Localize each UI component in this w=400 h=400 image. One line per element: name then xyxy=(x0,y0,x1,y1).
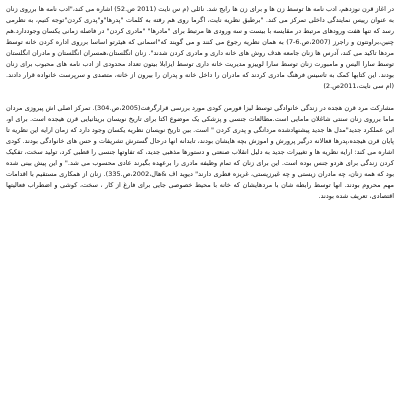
paragraph-2: مشارکت مرد قرن هجده در زندگی خانوادگی توسط لیزا فورمن کودی مورد بررسی قرارگرفت(2005،ص.304). تمرکز اصلی اش پیروزی مردان ماما برروی زنان سنتی شاغلان مامایی است.مطالعات جنسی و پزشکی یک موضوع اکتا برای تاریخ نویسان بریتانیایی قرن هیجده است. برای او، این عملکرد جدید"مدل ها جدید پیشنهادشده مردانگی و پدری کردن " است. بین تاریخ نویسان نظریه یکسان وجود دارد که زمان ارایه این نظریه تا پایان قرن هیجده،پدرها فعالانه درگیر پرورش و اموزش بچه هایشان بودند، تابدانه انها درحال گسترش تشریفات و حس های خانوادگی بودند. کودی اشاره می کند: ارایه نظریه ها و تغییرات جدید به دلیل انقلاب صنعتی و دستورها مذهبی جدید، که تفاوتها جنسی را قطبی کرد، تولید سخت، تفکیک کردن زندگی برای هردو جنس بوده است. این برای زنان که تمام وظیفه مادری را برعهده بگیرند عادی محسوب می شد." و این پیش بینی شده بود که همه زنان، چه مادران زیستی و چه غیرزیستی، غریزه فطری دارند" دیوید اف &هال،2002،ص.335). زنان از همکاری مستقیم با اقدامات مهم محروم بودند. انها توسط رابطه شان با مردهایشان که خانه با محیط خصوصی جایی برای فارغ از کار ، سخت، کوشی و اضطراب فعالیتها اقتصادی، تعریف شده بودند. xyxy=(6,104,395,200)
document-body xyxy=(6,4,394,202)
paragraph-1: در اغاز قرن نوزدهم، ادب نامه ها توسط زن ها و برای زن ها رایج شد. نائلی (م س نایت (2011 ص.52) اشاره می کند،"ادب نامه ها برروی زنان به عنوان رییس نمایندگی داخلی تمرکز می کند. "برطبق نظریه نایت، اگرما روی هم رفته به کلمات "پدرها"و"پدری کردن"توجه کنیم، به نظرمی رسد که تنها هفت ورودهای مرتبط در مقایسه با بیست و سه ورودی ها مرتبط برای "مادرها" "مادری کردن" در فاصله زمانی یکسان وجوددارد.هم چنین،براونتون و راجرز (2007،ص.6-7) به همان نظریه رجوع می کنند و می گویند که"اسمانی که هیئرتو اساسا برروی اداره کردن خانه توسط مردها تاکید می کند، آدرس ها زنان جامعه هدف روش های خانه داری و مادری کردن شدند". زنان انگلستان،همسران انگلستان و مادران انگلستان توسط سارا الیس و مامبورت زنان توسط سارا لوییزو مدیریت خانه داری توسط ایزابلا بیتون تعداد محدودی از ادب نامه های محبوب برای زنان بودند. این کتابها کمک به تاسیس فرهنگ مادری کردند که مادران را داخل خانه و پدران را بیرون از خانه، متصدی و سرپرست خانواده قرار دادند.(ام سی نایت،2011ص.2) xyxy=(6,5,394,90)
